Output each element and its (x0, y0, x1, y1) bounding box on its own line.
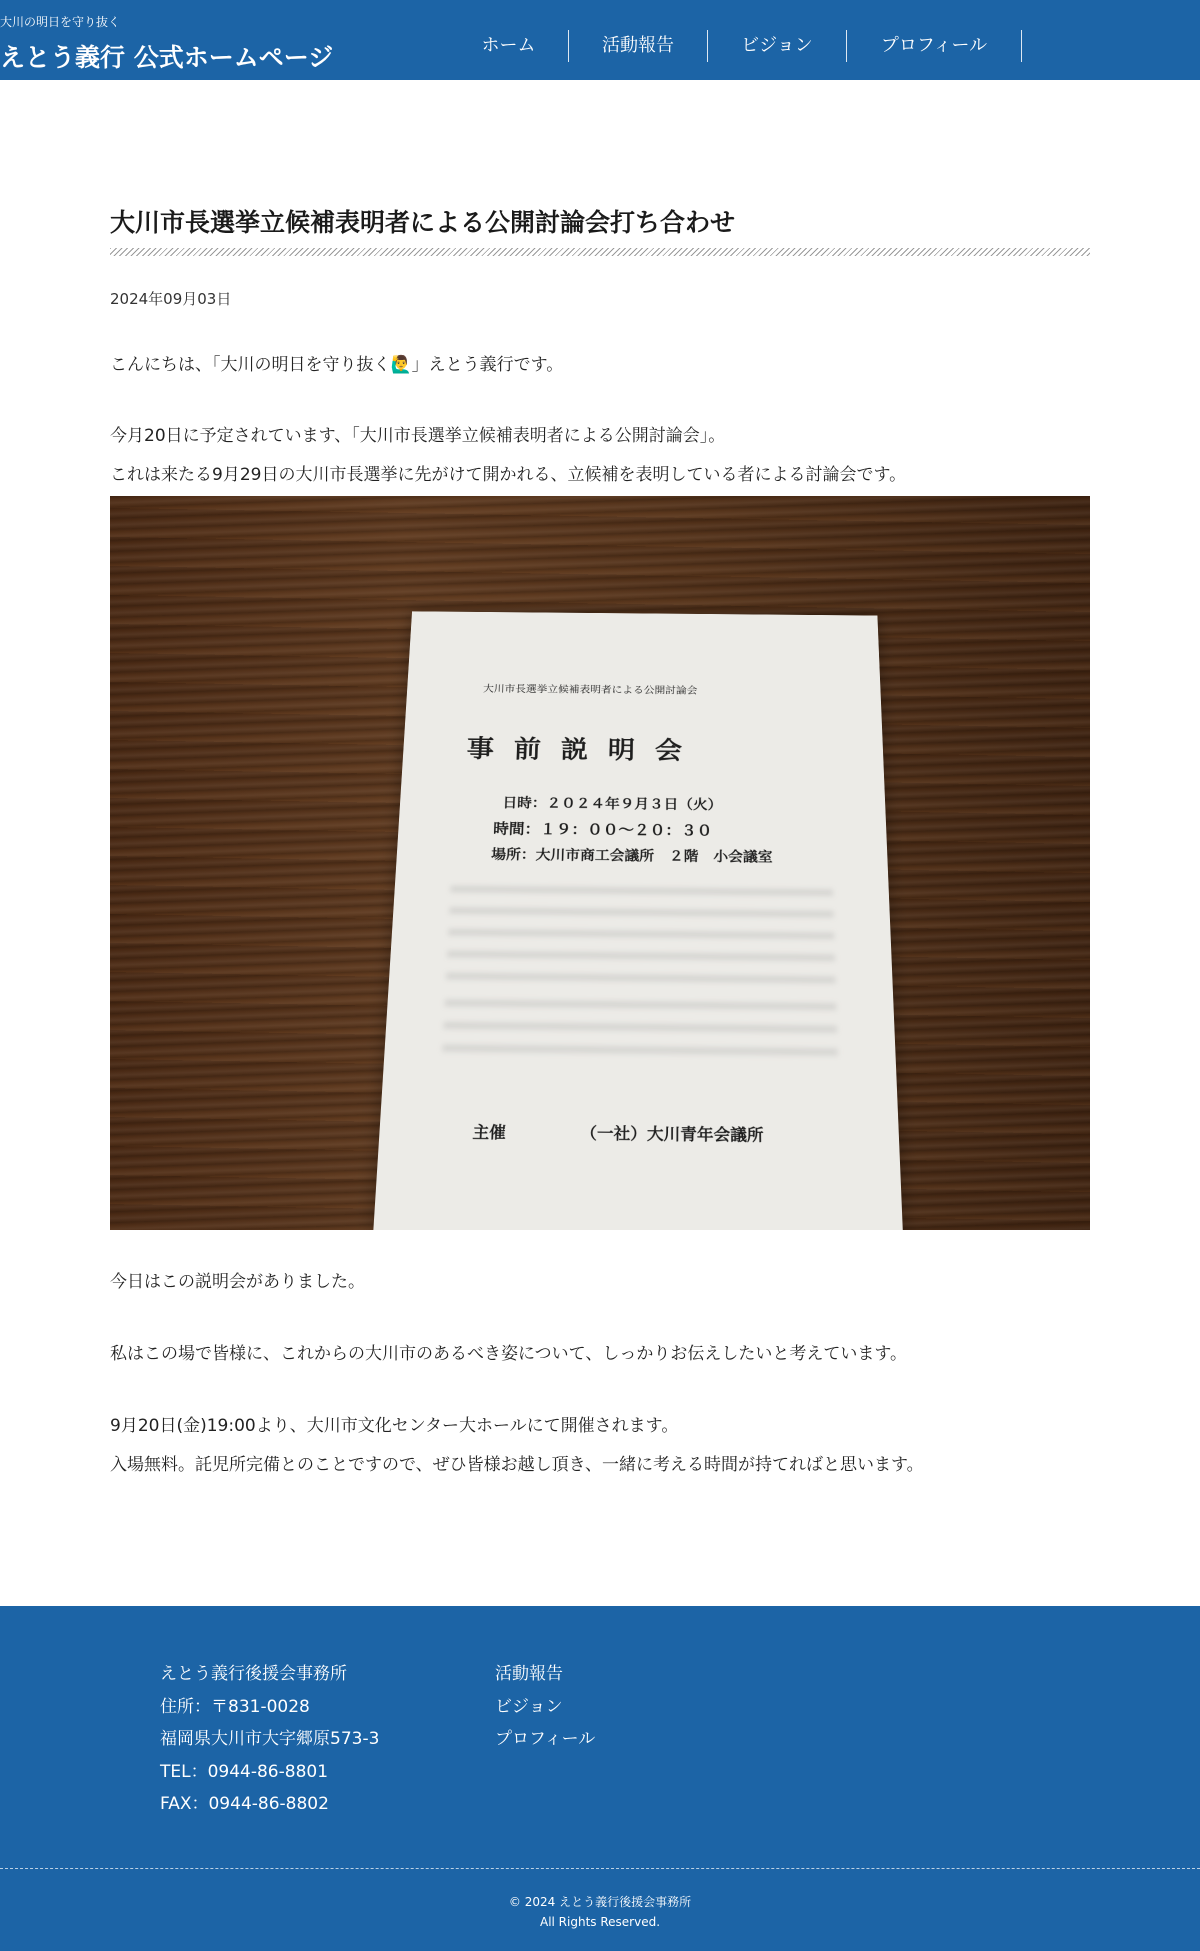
footer-nav (495, 1658, 595, 1756)
article-date: 2024年09月03日 (110, 290, 232, 308)
photo-doc-blurred-text (447, 950, 835, 961)
article-title: 大川市長選挙立候補表明者による公開討論会打ち合わせ (110, 208, 736, 237)
photo-doc-blurred-text (448, 929, 834, 940)
photo-doc-blurred-text (442, 1044, 837, 1055)
nav-item-profile[interactable]: プロフィール (847, 30, 1022, 62)
site-header (0, 0, 1200, 80)
paragraph-admission: 入場無料。託児所完備とのことですので、ぜひ皆様お越し頂き、一緒に考える時間が持てればと思います。 (110, 1455, 924, 1475)
copyright-text: © 2024 えとう義行後援会事務所 (508, 1895, 692, 1909)
nav-item-activity-report[interactable]: 活動報告 (569, 30, 708, 62)
photo-doc-host-org: （一社）大川青年会議所 (580, 1124, 764, 1146)
nav-item-vision[interactable]: ビジョン (708, 30, 847, 62)
nav-item-home[interactable]: ホーム (449, 30, 569, 62)
footer-postal-code: 住所：〒831-0028 (160, 1696, 310, 1717)
footer-link-vision[interactable]: ビジョン (495, 1696, 563, 1717)
paragraph-today: 今日はこの説明会がありました。 (110, 1272, 365, 1292)
rights-text: All Rights Reserved. (539, 1915, 661, 1929)
paragraph-announcement: 今月20日に予定されています、「大川市長選挙立候補表明者による公開討論会」。 (110, 426, 726, 446)
site-title-link[interactable]: えとう義行 公式ホームページ (0, 43, 334, 72)
photo-doc-heading: 大川市長選挙立候補表明者による公開討論会 (482, 682, 698, 696)
photo-doc-blurred-text (446, 972, 836, 983)
photo-doc-place: 場所：大川市商工会議所 ２階 小会議室 (490, 846, 773, 865)
footer-fax: FAX：0944-86-8802 (160, 1794, 329, 1814)
paragraph-greeting: こんにちは、「大川の明日を守り抜く🙋‍♂️」えとう義行です。 (110, 355, 564, 375)
copyright (0, 1892, 1200, 1932)
photo-doc-time: 時間：１９：００～２０：３０ (492, 821, 713, 840)
photo-document (373, 611, 903, 1230)
photo-doc-host-label: 主催 (472, 1123, 507, 1143)
footer-office-name: えとう義行後援会事務所 (160, 1664, 347, 1684)
global-nav (449, 30, 1022, 62)
footer-tel: TEL：0944-86-8801 (160, 1761, 329, 1782)
paragraph-explanation: これは来たる9月29日の大川市長選挙に先がけて開かれる、立候補を表明している者による討論会です。 (110, 465, 907, 485)
footer-office-info (160, 1658, 379, 1821)
footer-link-activity-report[interactable]: 活動報告 (495, 1664, 563, 1684)
footer-link-profile[interactable]: プロフィール (495, 1729, 596, 1749)
footer-divider (0, 1868, 1200, 1869)
article-photo (110, 496, 1090, 1230)
photo-doc-date: 日時：２０２４年９月３日（火） (502, 794, 723, 813)
footer-address: 福岡県大川市大字郷原573-3 (160, 1729, 380, 1749)
title-divider (110, 248, 1090, 256)
site-tagline: 大川の明日を守り抜く (0, 15, 121, 29)
photo-doc-blurred-text (449, 907, 833, 918)
photo-doc-blurred-text (450, 886, 833, 897)
paragraph-intent: 私はこの場で皆様に、これからの大川市のあるべき姿について、しっかりお伝えしたいと考えています。 (110, 1344, 907, 1364)
photo-doc-blurred-text (444, 1022, 838, 1033)
photo-doc-title: 事前説明会 (466, 735, 703, 766)
photo-doc-blurred-text (445, 999, 837, 1010)
site-footer (0, 1606, 1200, 1951)
paragraph-event-date: 9月20日(金)19:00より、大川市文化センター大ホールにて開催されます。 (110, 1416, 679, 1436)
